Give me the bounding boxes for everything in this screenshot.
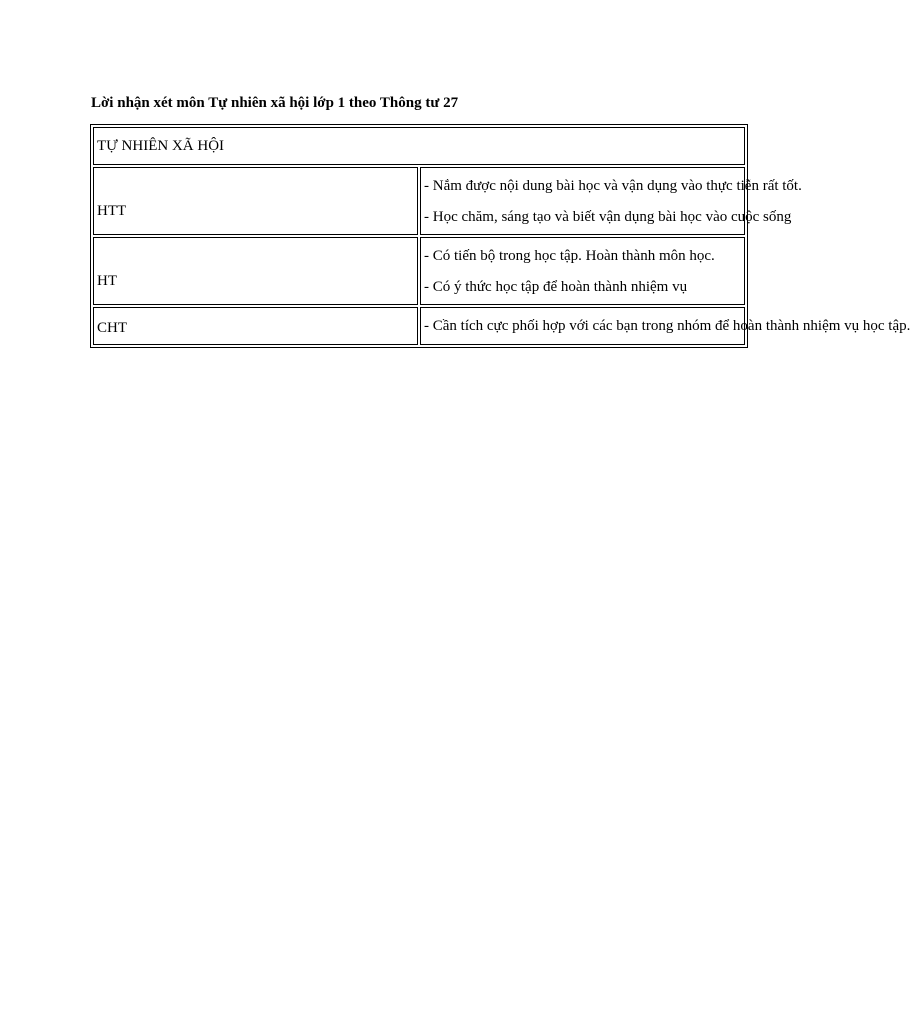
table-row bbox=[93, 237, 745, 305]
document-title: Lời nhận xét môn Tự nhiên xã hội lớp 1 theo Thông tư 27 bbox=[91, 95, 459, 111]
table-row bbox=[93, 307, 745, 345]
comment-line: - Nắm được nội dung bài học và vận dụng vào thực tiễn rất tốt. bbox=[424, 177, 802, 194]
comment-cell-ht bbox=[420, 237, 745, 305]
comment-cell-htt bbox=[420, 167, 802, 235]
comment-cell-cht bbox=[420, 307, 910, 345]
level-cell-cht bbox=[93, 307, 418, 345]
comment-line: - Có tiến bộ trong học tập. Hoàn thành môn học. bbox=[424, 247, 715, 264]
table-row bbox=[93, 167, 745, 235]
level-cell-ht bbox=[93, 237, 418, 305]
comment-line: - Học chăm, sáng tạo và biết vận dụng bài học vào cuộc sống bbox=[424, 208, 792, 225]
level-cell-htt bbox=[93, 167, 418, 235]
assessment-table bbox=[90, 124, 910, 348]
comment-line: - Cần tích cực phối hợp với các bạn trong nhóm để hoàn thành nhiệm vụ học tập. bbox=[424, 318, 910, 334]
comment-line: - Có ý thức học tập để hoàn thành nhiệm vụ bbox=[424, 278, 688, 295]
level-label: HT bbox=[97, 272, 117, 289]
table-header-cell: TỰ NHIÊN XÃ HỘI bbox=[93, 127, 745, 165]
level-label: HTT bbox=[97, 202, 127, 219]
table-header-row bbox=[93, 127, 745, 165]
level-label: CHT bbox=[97, 319, 127, 336]
